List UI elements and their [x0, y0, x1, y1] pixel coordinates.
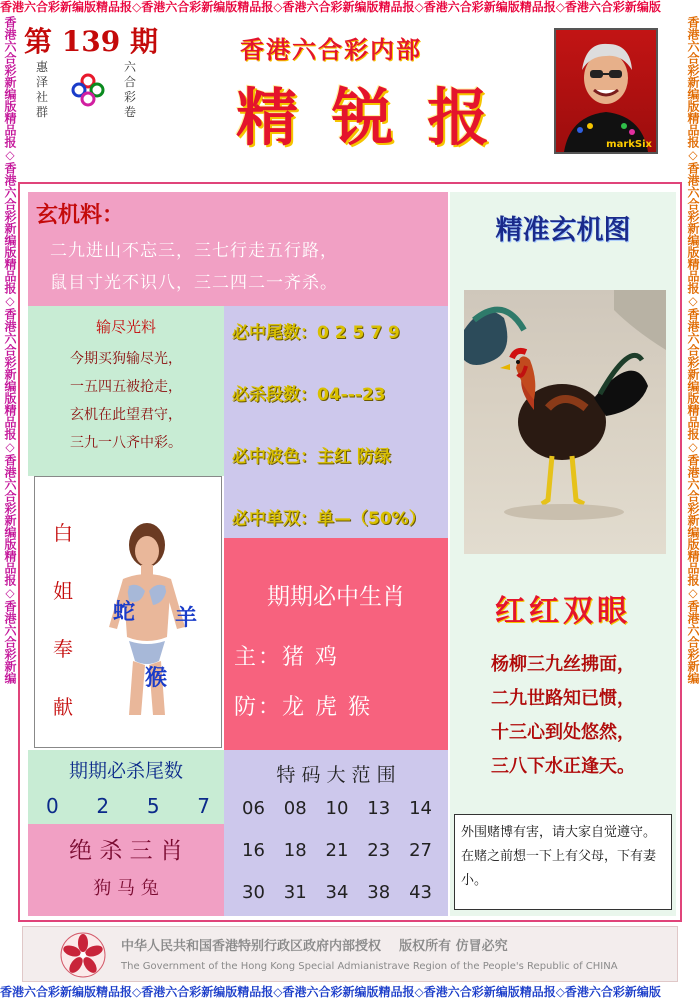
girl-side-text-4: 献	[53, 695, 73, 719]
girl-side-text-1: 白	[53, 521, 73, 545]
kill-tail-num: 7	[197, 794, 210, 818]
special-row-2	[242, 840, 432, 861]
top-ticker-text: 香港六合彩新编版精品报◇香港六合彩新编版精品报◇香港六合彩新编版精品报◇香港六合彩新编版精品报◇香港六合彩新编版	[0, 0, 661, 14]
footer	[22, 926, 678, 982]
special-cell: 21	[325, 840, 349, 861]
lose-all-line-4: 三九一八齐中彩。	[70, 435, 182, 451]
kill-three-panel	[28, 824, 224, 916]
special-heading: 特 码 大 范 围	[276, 764, 396, 786]
lose-all-heading: 输尽光料	[95, 318, 156, 336]
gambling-notice: 外围赌博有害，请大家自觉遵守。在赌之前想一下上有父母，下有妻小。	[454, 814, 672, 910]
zodiac-main: 主：猪 鸡	[234, 645, 339, 670]
kill-tail-nums	[46, 794, 210, 818]
bottom-ticker-text: 香港六合彩新编版精品报◇香港六合彩新编版精品报◇香港六合彩新编版精品报◇香港六合彩新编版精品报◇香港六合彩新编版	[0, 985, 661, 999]
pick-tail: 必中尾数：0 2 5 7 9	[232, 323, 400, 343]
poem-line-2: 二九世路知已惯，	[491, 688, 635, 709]
zodiac-guard: 防：龙 虎 猴	[234, 695, 372, 720]
footer-en: The Government of the Hong Kong Special Admianistrave Region of the People's Republic of CHINA	[121, 961, 618, 972]
special-cell: 31	[283, 882, 307, 903]
special-row-3	[242, 882, 432, 903]
girl-overlay-monkey: 猴	[145, 666, 168, 691]
special-cell: 30	[242, 882, 265, 903]
pick-segment: 必杀段数：04---23	[232, 385, 386, 405]
kill-tail-num: 2	[96, 794, 110, 818]
mystery-heading: 玄机料：	[36, 202, 125, 228]
girl-side-text-3: 奉	[53, 637, 73, 661]
special-cell: 08	[283, 798, 307, 819]
zodiac-heading: 期期必中生肖	[267, 584, 405, 610]
lose-all-panel	[28, 306, 224, 476]
girl-overlay-goat: 羊	[175, 606, 198, 631]
kill-three-heading: 绝 杀 三 肖	[69, 838, 183, 864]
header	[18, 14, 682, 178]
subtitle: 香港六合彩内部	[240, 35, 422, 64]
poem-line-1: 杨柳三九丝拂面，	[491, 654, 635, 675]
special-cell: 06	[242, 798, 265, 819]
special-cell: 38	[367, 882, 391, 903]
right-heading: 精准玄机图	[495, 215, 631, 246]
special-row-1	[242, 798, 432, 819]
special-panel	[224, 750, 448, 916]
left-small-label: 惠泽社群	[36, 60, 49, 119]
mystery-line-2: 鼠目寸光不识八，三二四二一齐杀。	[50, 273, 338, 293]
girl-panel	[34, 476, 222, 748]
hk-emblem-icon	[59, 931, 107, 979]
top-ticker	[0, 0, 700, 14]
lose-all-line-3: 玄机在此望君守，	[70, 407, 182, 423]
mystery-line-1: 二九进山不忘三，三七行走五行路，	[50, 241, 338, 261]
right-small-label: 六合彩卷	[124, 60, 137, 119]
bottom-ticker	[0, 985, 700, 1000]
kill-tail-panel	[28, 750, 224, 824]
issue-number: 第 139 期	[24, 25, 158, 58]
special-cell: 43	[409, 882, 432, 903]
right-side-ticker: 香港六合彩新编版精品报◇香港六合彩新编版精品报◇香港六合彩新编版精品报◇香港六合彩新编版精品报◇香港六合彩新编	[686, 16, 700, 684]
footer-cn: 中华人民共和国香港特别行政区政府内部授权 版权所有 仿冒必究	[121, 939, 508, 954]
mystery-panel	[28, 192, 448, 306]
page-title: 精 锐 报	[236, 81, 496, 154]
pick-wave: 必中波色：主红 防绿	[232, 447, 391, 467]
special-cell: 34	[325, 882, 349, 903]
red-eyes-heading: 红红双眼	[495, 594, 631, 629]
pick-oddeven: 必中单双：单—（50%）	[232, 509, 426, 529]
poem-line-3: 十三心到处悠然，	[491, 722, 635, 743]
picks-panel	[224, 306, 448, 538]
lose-all-line-1: 今期买狗输尽光，	[70, 351, 182, 367]
rooster-photo	[464, 290, 666, 554]
special-cell: 10	[325, 798, 349, 819]
photo-tag: markSix	[606, 139, 652, 150]
girl-overlay-snake: 蛇	[113, 600, 136, 625]
poem-line-4: 三八下水正逢天。	[491, 756, 635, 777]
special-cell: 23	[367, 840, 391, 861]
kill-tail-heading: 期期必杀尾数	[68, 760, 183, 782]
right-panel	[450, 192, 676, 916]
kill-tail-num: 5	[146, 794, 160, 818]
special-cell: 14	[409, 798, 432, 819]
kill-three-animals: 狗 马 兔	[93, 878, 159, 899]
kill-tail-num: 0	[46, 794, 59, 818]
girl-side-text-2: 姐	[53, 579, 73, 603]
special-cell: 27	[409, 840, 432, 861]
zodiac-panel	[224, 538, 448, 750]
special-cell: 13	[367, 798, 391, 819]
lottery-logo	[70, 72, 106, 108]
left-side-ticker: 香港六合彩新编版精品报◇香港六合彩新编版精品报◇香港六合彩新编版精品报◇香港六合彩新编版精品报◇香港六合彩新编	[3, 16, 17, 684]
special-cell: 16	[242, 840, 265, 861]
special-cell: 18	[283, 840, 307, 861]
lose-all-line-2: 一五四五被抢走，	[70, 379, 182, 395]
portrait-photo	[554, 28, 658, 154]
